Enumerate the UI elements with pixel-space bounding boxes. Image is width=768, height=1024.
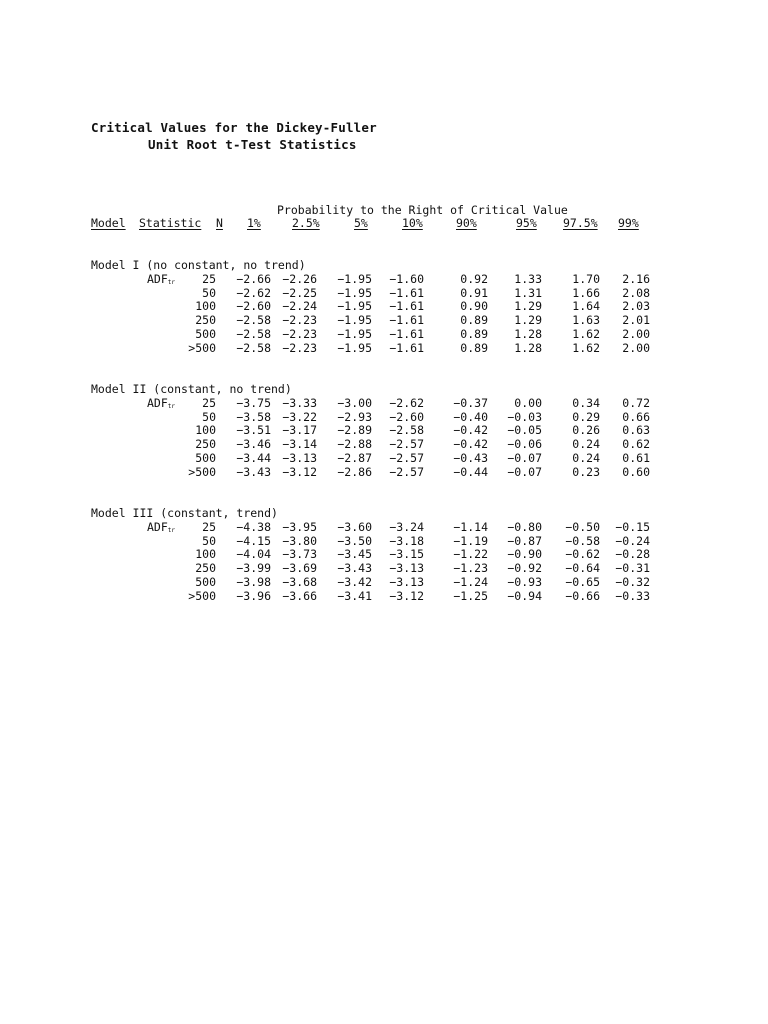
critical-value-cell: −1.95	[337, 285, 372, 300]
critical-value-cell: 0.72	[622, 395, 650, 410]
critical-value-cell: 1.31	[514, 285, 542, 300]
critical-value-cell: −1.25	[453, 588, 488, 603]
sample-size-cell: 250	[195, 561, 216, 576]
column-header-statistic: Statistic	[139, 216, 202, 230]
critical-value-cell: −3.45	[337, 547, 372, 562]
column-header-prob-8: 99%	[618, 216, 639, 230]
critical-value-cell: −0.28	[615, 547, 650, 562]
critical-value-cell: −3.13	[389, 561, 424, 576]
critical-value-cell: −2.66	[236, 271, 271, 286]
critical-value-cell: 2.00	[622, 327, 650, 341]
critical-value-cell: 1.28	[514, 340, 542, 355]
critical-value-cell: −2.60	[389, 409, 424, 424]
column-header-prob-5: 90%	[456, 216, 477, 230]
column-header-prob-4: 10%	[402, 216, 423, 230]
table-row	[0, 437, 768, 451]
critical-value-cell: 0.34	[572, 395, 600, 410]
table-row	[0, 520, 768, 534]
critical-value-cell: −3.12	[389, 588, 424, 603]
critical-value-cell: −2.87	[337, 451, 372, 465]
critical-value-cell: 1.70	[572, 271, 600, 286]
critical-value-cell: −0.24	[615, 533, 650, 548]
critical-value-cell: −3.44	[236, 451, 271, 465]
critical-value-cell: 1.63	[572, 313, 600, 328]
critical-value-cell: 1.64	[572, 299, 600, 314]
critical-value-cell: 0.24	[572, 437, 600, 452]
critical-value-cell: −0.07	[507, 464, 542, 479]
column-header-row	[0, 216, 768, 230]
critical-value-cell: −3.98	[236, 575, 271, 589]
critical-value-cell: −0.93	[507, 575, 542, 589]
critical-value-cell: −2.23	[282, 313, 317, 328]
table-row	[0, 327, 768, 341]
critical-value-cell: −2.25	[282, 285, 317, 300]
critical-value-cell: −3.99	[236, 561, 271, 576]
critical-value-cell: −2.86	[337, 464, 372, 479]
critical-value-cell: −3.15	[389, 547, 424, 562]
critical-value-cell: 0.92	[460, 271, 488, 286]
critical-value-cell: −0.33	[615, 588, 650, 603]
critical-value-cell: 0.00	[514, 395, 542, 410]
critical-value-cell: −2.58	[236, 327, 271, 341]
critical-value-cell: 2.16	[622, 271, 650, 286]
critical-value-cell: −3.69	[282, 561, 317, 576]
section-title: Model II (constant, no trend)	[91, 382, 292, 396]
critical-value-cell: −1.24	[453, 575, 488, 589]
critical-value-cell: −3.43	[337, 561, 372, 576]
critical-value-cell: −2.62	[236, 285, 271, 300]
critical-value-cell: 0.62	[622, 437, 650, 452]
critical-value-cell: −3.95	[282, 519, 317, 534]
critical-value-cell: 0.60	[622, 464, 650, 479]
critical-value-cell: −1.95	[337, 327, 372, 341]
critical-value-cell: −0.40	[453, 409, 488, 424]
column-header-prob-1: 1%	[247, 216, 261, 230]
table-row	[0, 299, 768, 313]
critical-value-cell: 0.29	[572, 409, 600, 424]
critical-value-cell: −3.46	[236, 437, 271, 452]
critical-value-cell: −0.42	[453, 423, 488, 438]
critical-value-cell: −3.41	[337, 588, 372, 603]
critical-value-cell: −0.07	[507, 451, 542, 465]
critical-value-cell: −3.60	[337, 519, 372, 534]
table-row	[0, 465, 768, 479]
critical-value-cell: −0.03	[507, 409, 542, 424]
sample-size-cell: >500	[188, 340, 216, 355]
document-title-line-1: Critical Values for the Dickey-Fuller	[91, 120, 377, 135]
critical-value-cell: −3.80	[282, 533, 317, 548]
statistic-label: $ADF_{tr}$	[147, 271, 176, 286]
critical-value-cell: −3.73	[282, 547, 317, 562]
critical-value-cell: 2.08	[622, 285, 650, 300]
critical-value-cell: −2.58	[236, 313, 271, 328]
sample-size-cell: 25	[202, 271, 216, 286]
critical-value-cell: −0.15	[615, 519, 650, 534]
table-row	[0, 451, 768, 465]
critical-value-cell: −0.42	[453, 437, 488, 452]
critical-value-cell: −0.50	[565, 519, 600, 534]
critical-value-cell: −1.61	[389, 285, 424, 300]
critical-value-cell: 1.66	[572, 285, 600, 300]
critical-value-cell: −4.04	[236, 547, 271, 562]
critical-value-cell: 0.66	[622, 409, 650, 424]
critical-value-cell: −3.00	[337, 395, 372, 410]
statistic-label: $ADF_{tr}$	[147, 395, 176, 410]
critical-value-cell: −0.06	[507, 437, 542, 452]
critical-value-cell: 0.89	[460, 313, 488, 328]
critical-value-cell: −3.66	[282, 588, 317, 603]
critical-value-cell: −0.87	[507, 533, 542, 548]
critical-value-cell: −0.05	[507, 423, 542, 438]
table-row	[0, 410, 768, 424]
sample-size-cell: 50	[202, 409, 216, 424]
column-header-n: N	[216, 216, 223, 230]
critical-value-cell: −3.12	[282, 464, 317, 479]
critical-value-cell: −2.58	[389, 423, 424, 438]
critical-value-cell: −2.62	[389, 395, 424, 410]
critical-value-cell: −3.58	[236, 409, 271, 424]
critical-value-cell: −0.92	[507, 561, 542, 576]
sample-size-cell: 50	[202, 285, 216, 300]
critical-value-cell: −2.24	[282, 299, 317, 314]
critical-value-cell: −1.95	[337, 313, 372, 328]
critical-value-cell: −2.93	[337, 409, 372, 424]
critical-value-cell: −1.23	[453, 561, 488, 576]
critical-value-cell: −0.90	[507, 547, 542, 562]
section-title: Model III (constant, trend)	[91, 506, 278, 520]
table-row	[0, 396, 768, 410]
critical-value-cell: 1.62	[572, 340, 600, 355]
critical-value-cell: −0.62	[565, 547, 600, 562]
critical-value-cell: −3.33	[282, 395, 317, 410]
critical-value-cell: −3.14	[282, 437, 317, 452]
critical-value-cell: −0.44	[453, 464, 488, 479]
critical-value-cell: −3.24	[389, 519, 424, 534]
critical-value-cell: 2.00	[622, 340, 650, 355]
critical-value-cell: 0.61	[622, 451, 650, 465]
critical-value-cell: −2.26	[282, 271, 317, 286]
sample-size-cell: 25	[202, 395, 216, 410]
critical-value-cell: −3.68	[282, 575, 317, 589]
critical-value-cell: 1.33	[514, 271, 542, 286]
column-header-prob-6: 95%	[516, 216, 537, 230]
critical-value-cell: −3.75	[236, 395, 271, 410]
critical-value-cell: −3.42	[337, 575, 372, 589]
critical-value-cell: 0.90	[460, 299, 488, 314]
critical-value-cell: −0.66	[565, 588, 600, 603]
document-title-line-2: Unit Root t-Test Statistics	[148, 137, 357, 152]
sample-size-cell: 500	[195, 327, 216, 341]
critical-value-cell: 1.28	[514, 327, 542, 341]
sample-size-cell: 500	[195, 575, 216, 589]
critical-value-cell: −3.13	[389, 575, 424, 589]
critical-value-cell: 0.63	[622, 423, 650, 438]
critical-value-cell: −2.58	[236, 340, 271, 355]
critical-value-cell: −3.50	[337, 533, 372, 548]
critical-value-cell: −1.22	[453, 547, 488, 562]
critical-value-cell: −0.94	[507, 588, 542, 603]
critical-value-cell: 1.62	[572, 327, 600, 341]
sample-size-cell: 250	[195, 437, 216, 452]
critical-value-cell: −3.43	[236, 464, 271, 479]
critical-value-cell: −2.57	[389, 437, 424, 452]
table-row	[0, 286, 768, 300]
critical-value-cell: −1.61	[389, 327, 424, 341]
critical-value-cell: −2.23	[282, 327, 317, 341]
sample-size-cell: 100	[195, 299, 216, 314]
table-row	[0, 272, 768, 286]
column-header-prob-7: 97.5%	[563, 216, 598, 230]
table-row	[0, 423, 768, 437]
critical-value-cell: −3.18	[389, 533, 424, 548]
critical-value-cell: 1.29	[514, 299, 542, 314]
critical-value-cell: 1.29	[514, 313, 542, 328]
critical-value-cell: −2.89	[337, 423, 372, 438]
critical-value-cell: −1.61	[389, 299, 424, 314]
section-title: Model I (no constant, no trend)	[91, 258, 306, 272]
critical-value-cell: 0.26	[572, 423, 600, 438]
sample-size-cell: 500	[195, 451, 216, 465]
critical-value-cell: −1.95	[337, 271, 372, 286]
critical-value-cell: −3.51	[236, 423, 271, 438]
table-row	[0, 561, 768, 575]
critical-value-cell: −4.38	[236, 519, 271, 534]
column-header-prob-2: 2.5%	[292, 216, 320, 230]
critical-value-cell: −1.95	[337, 299, 372, 314]
table-row	[0, 589, 768, 603]
table-row	[0, 341, 768, 355]
critical-value-cell: −0.80	[507, 519, 542, 534]
critical-value-cell: 0.89	[460, 340, 488, 355]
critical-value-cell: −2.23	[282, 340, 317, 355]
critical-value-cell: −2.60	[236, 299, 271, 314]
critical-value-cell: −2.88	[337, 437, 372, 452]
critical-value-cell: 2.03	[622, 299, 650, 314]
table-row	[0, 547, 768, 561]
critical-value-cell: 2.01	[622, 313, 650, 328]
critical-value-cell: −4.15	[236, 533, 271, 548]
probability-header: Probability to the Right of Critical Value	[277, 203, 568, 217]
table-row	[0, 534, 768, 548]
sample-size-cell: 25	[202, 519, 216, 534]
column-header-prob-3: 5%	[354, 216, 368, 230]
critical-value-cell: 0.91	[460, 285, 488, 300]
table-row	[0, 313, 768, 327]
critical-value-cell: −3.96	[236, 588, 271, 603]
critical-value-cell: 0.24	[572, 451, 600, 465]
sample-size-cell: >500	[188, 588, 216, 603]
critical-value-cell: −1.61	[389, 340, 424, 355]
critical-value-cell: −2.57	[389, 451, 424, 465]
sample-size-cell: 250	[195, 313, 216, 328]
critical-value-cell: −0.37	[453, 395, 488, 410]
sample-size-cell: >500	[188, 464, 216, 479]
critical-value-cell: −0.65	[565, 575, 600, 589]
sample-size-cell: 50	[202, 533, 216, 548]
critical-value-cell: −0.64	[565, 561, 600, 576]
critical-value-cell: −1.61	[389, 313, 424, 328]
critical-value-cell: −2.57	[389, 464, 424, 479]
critical-value-cell: −3.13	[282, 451, 317, 465]
table-row	[0, 575, 768, 589]
statistic-label: $ADF_{tr}$	[147, 519, 176, 534]
critical-value-cell: −1.19	[453, 533, 488, 548]
column-header-model: Model	[91, 216, 126, 230]
critical-value-cell: −1.14	[453, 519, 488, 534]
critical-value-cell: −1.60	[389, 271, 424, 286]
critical-value-cell: 0.89	[460, 327, 488, 341]
critical-value-cell: −0.58	[565, 533, 600, 548]
critical-value-cell: −0.32	[615, 575, 650, 589]
sample-size-cell: 100	[195, 423, 216, 438]
critical-value-cell: −0.43	[453, 451, 488, 465]
critical-value-cell: 0.23	[572, 464, 600, 479]
critical-value-cell: −3.22	[282, 409, 317, 424]
sample-size-cell: 100	[195, 547, 216, 562]
critical-value-cell: −3.17	[282, 423, 317, 438]
critical-value-cell: −0.31	[615, 561, 650, 576]
critical-value-cell: −1.95	[337, 340, 372, 355]
